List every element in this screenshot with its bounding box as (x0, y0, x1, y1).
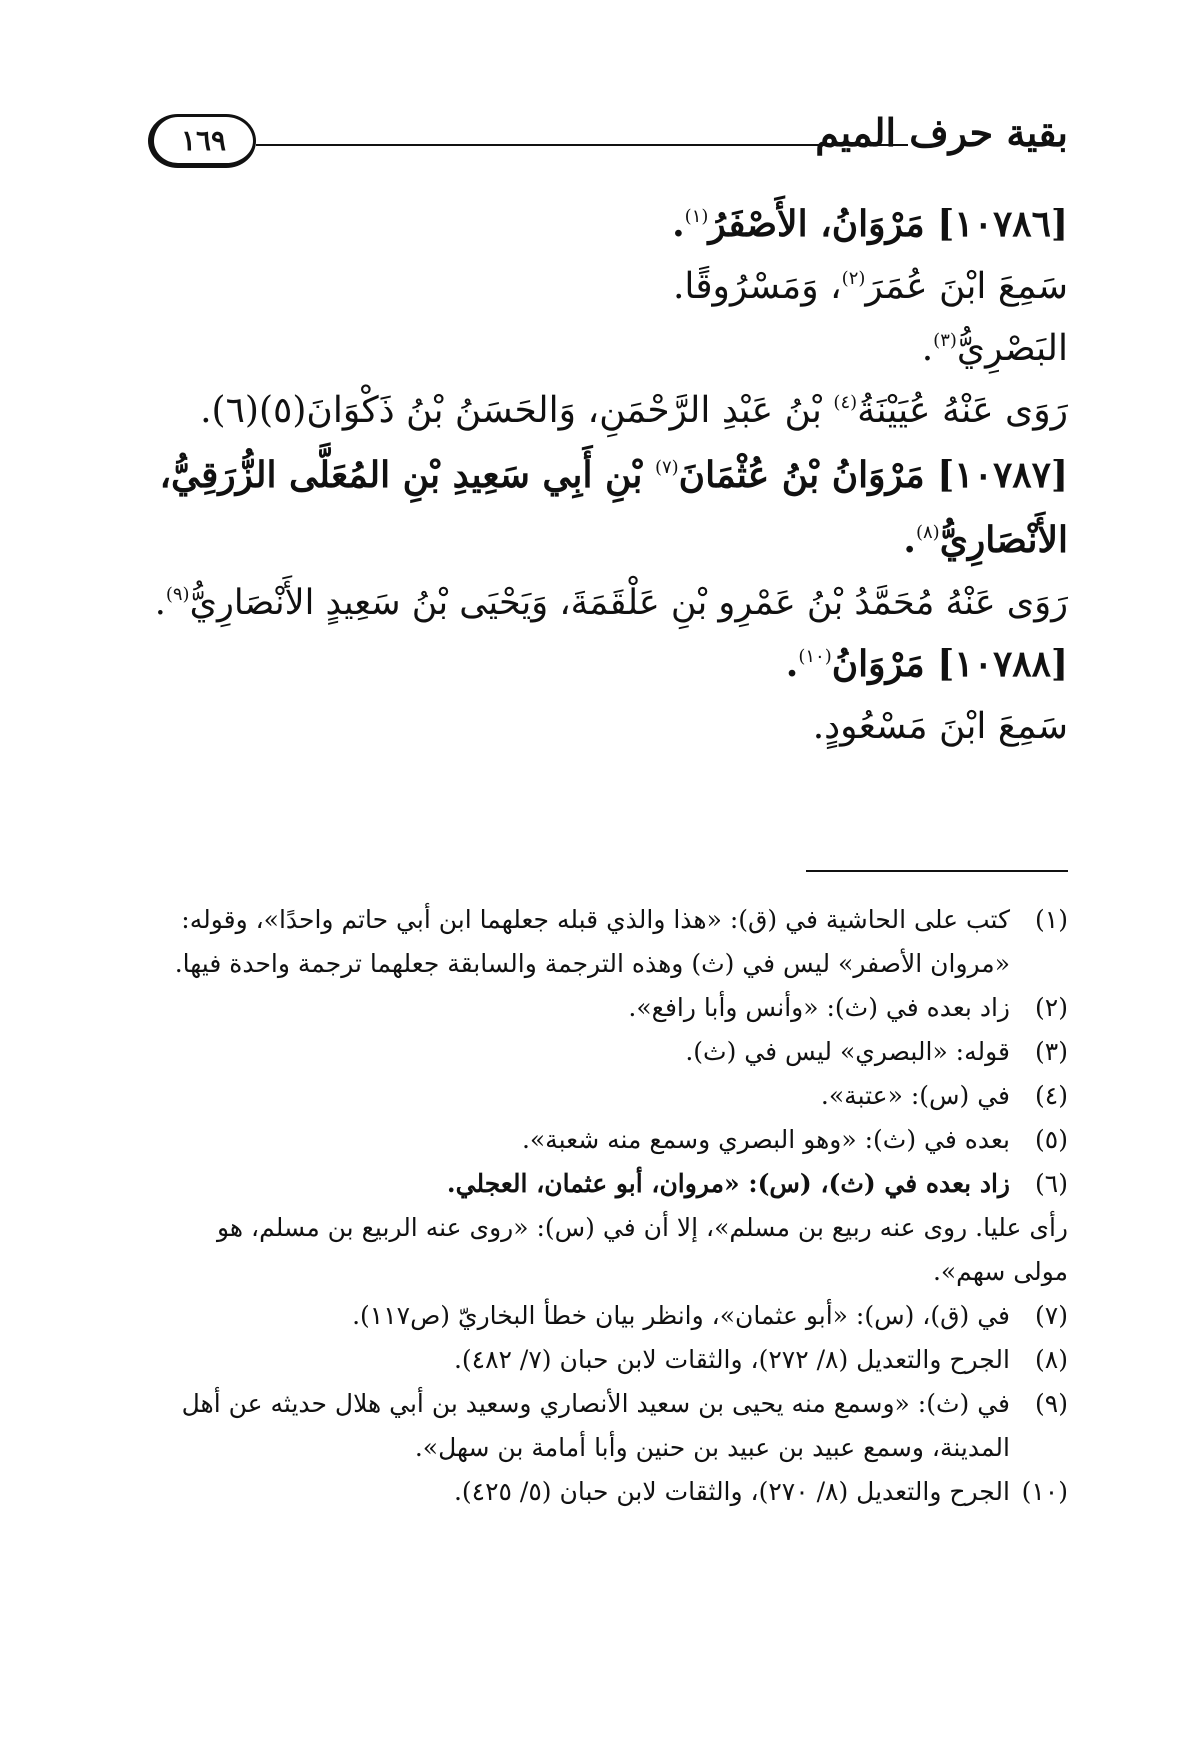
footnote-text: زاد بعده في (ث): «وأنس وأبا رافع». (628, 993, 1010, 1022)
footnote-text: في (س): «عتبة». (820, 1081, 1010, 1110)
footnote-ref[interactable]: (٤) (833, 392, 858, 413)
main-text (148, 186, 1068, 750)
footnote-number: (٨) (1035, 1345, 1068, 1374)
footnote-ref[interactable]: (٨) (915, 522, 940, 543)
text-line: سَمِعَ ابْنَ عُمَرَ$^{(٢)}$، وَمَسْرُوقًا. (672, 266, 1068, 307)
footnote-number: (٢) (1035, 993, 1068, 1022)
footnote-separator (806, 870, 1068, 872)
footnote-number: (١٠) (1021, 1477, 1068, 1506)
footnote-10 (148, 1470, 1068, 1514)
footnote-1 (148, 898, 1068, 986)
footnote-ref[interactable]: (١) (684, 206, 709, 227)
footnote-number: (٦) (1035, 1169, 1068, 1198)
footnote-number: (٥) (1035, 1125, 1068, 1154)
footnotes (148, 898, 1068, 1514)
footnote-6 (148, 1162, 1068, 1206)
footnote-text: الجرح والتعديل (٨/ ٢٧٢)، والثقات لابن حبان (٧/ ٤٨٢). (453, 1345, 1010, 1374)
text-line: البَصْرِيُّ$^{(٣)}$. (921, 328, 1068, 369)
footnote-number: (٣) (1035, 1037, 1068, 1066)
text-line: رَوَى عَنْهُ مُحَمَّدُ بْنُ عَمْرِو بْنِ عَلْقَمَةَ، وَيَحْيَى بْنُ سَعِيدٍ الأَنْصَارِيُّ$^{(٩)}$. (154, 583, 1068, 623)
page-header (148, 104, 1068, 184)
header-rule (256, 144, 908, 146)
footnote-4 (148, 1074, 1068, 1118)
footnote-6-continuation: رأى عليا. روى عنه ربيع بن مسلم»، إلا أن في (س): «روى عنه الربيع بن مسلم، هو مولى سهم». (216, 1213, 1068, 1286)
footnote-7 (148, 1294, 1068, 1338)
footnote-number: (١) (1035, 905, 1068, 934)
footnote-2 (148, 986, 1068, 1030)
footnote-3 (148, 1030, 1068, 1074)
footnote-text: بعده في (ث): «وهو البصري وسمع منه شعبة». (521, 1125, 1010, 1154)
footnote-text: كتب على الحاشية في (ق): «هذا والذي قبله جعلهما ابن أبي حاتم واحدًا»، وقوله: «مروان الأصفر» ليس في (ث) وهذه الترجمة والسابقة جعلهما ترجمة واحدة فيها. (174, 905, 1010, 978)
footnote-text: قوله: «البصري» ليس في (ث). (685, 1037, 1010, 1066)
footnote-text: في (ث): «وسمع منه يحيى بن سعيد الأنصاري وسعيد بن أبي هلال حديثه عن أهل المدينة، وسمع عبيد بن عبيد بن حنين وأبا أمامة بن سهل». (181, 1389, 1010, 1462)
footnote-ref[interactable]: (٢) (841, 268, 866, 289)
footnote-ref[interactable]: (١٠) (798, 646, 832, 667)
footnote-number: (٤) (1035, 1081, 1068, 1110)
footnote-text: في (ق)، (س): «أبو عثمان»، وانظر بيان خطأ البخاريّ (ص١١٧). (352, 1301, 1010, 1330)
entry-heading-continuation: الأَنْصَارِيُّ$^{(٨)}$. (903, 519, 1068, 561)
text-line: رَوَى عَنْهُ عُيَيْنَةُ$^{(٤)}$ بْنُ عَبْدِ الرَّحْمَنِ، وَالحَسَنُ بْنُ ذَكْوَانَ(٥)(٦). (200, 390, 1068, 431)
footnote-text: زاد بعده في (ث)، (س): «مروان، أبو عثمان، العجلي. (446, 1169, 1010, 1198)
running-title: بقية حرف الميم (815, 110, 1068, 155)
page-number: ١٦٩ (180, 123, 227, 157)
footnote-text: الجرح والتعديل (٨/ ٢٧٠)، والثقات لابن حبان (٥/ ٤٢٥). (453, 1477, 1010, 1506)
footnote-ref[interactable]: (٧) (654, 457, 679, 478)
entry-heading-10786: [١٠٧٨٦] مَرْوَانُ، الأَصْفَرُ$^{(١)}$. (672, 203, 1068, 245)
footnote-number: (٧) (1035, 1301, 1068, 1330)
footnote-ref[interactable]: (٣) (933, 330, 957, 351)
footnote-5 (148, 1118, 1068, 1162)
footnote-number: (٩) (1035, 1389, 1068, 1418)
footnote-8 (148, 1338, 1068, 1382)
text-line: سَمِعَ ابْنَ مَسْعُودٍ. (812, 706, 1068, 747)
entry-heading-10788: [١٠٧٨٨] مَرْوَانُ$^{(١٠)}$. (785, 643, 1068, 685)
page-number-frame (148, 114, 256, 168)
footnote-9 (148, 1382, 1068, 1470)
entry-heading-10787: [١٠٧٨٧] مَرْوَانُ بْنُ عُثْمَانَ$^{(٧)}$ بْنِ أَبِي سَعِيدِ بْنِ المُعَلَّى الزُّرَقِيُّ، (159, 454, 1068, 496)
footnote-ref[interactable]: (٩) (165, 584, 190, 605)
